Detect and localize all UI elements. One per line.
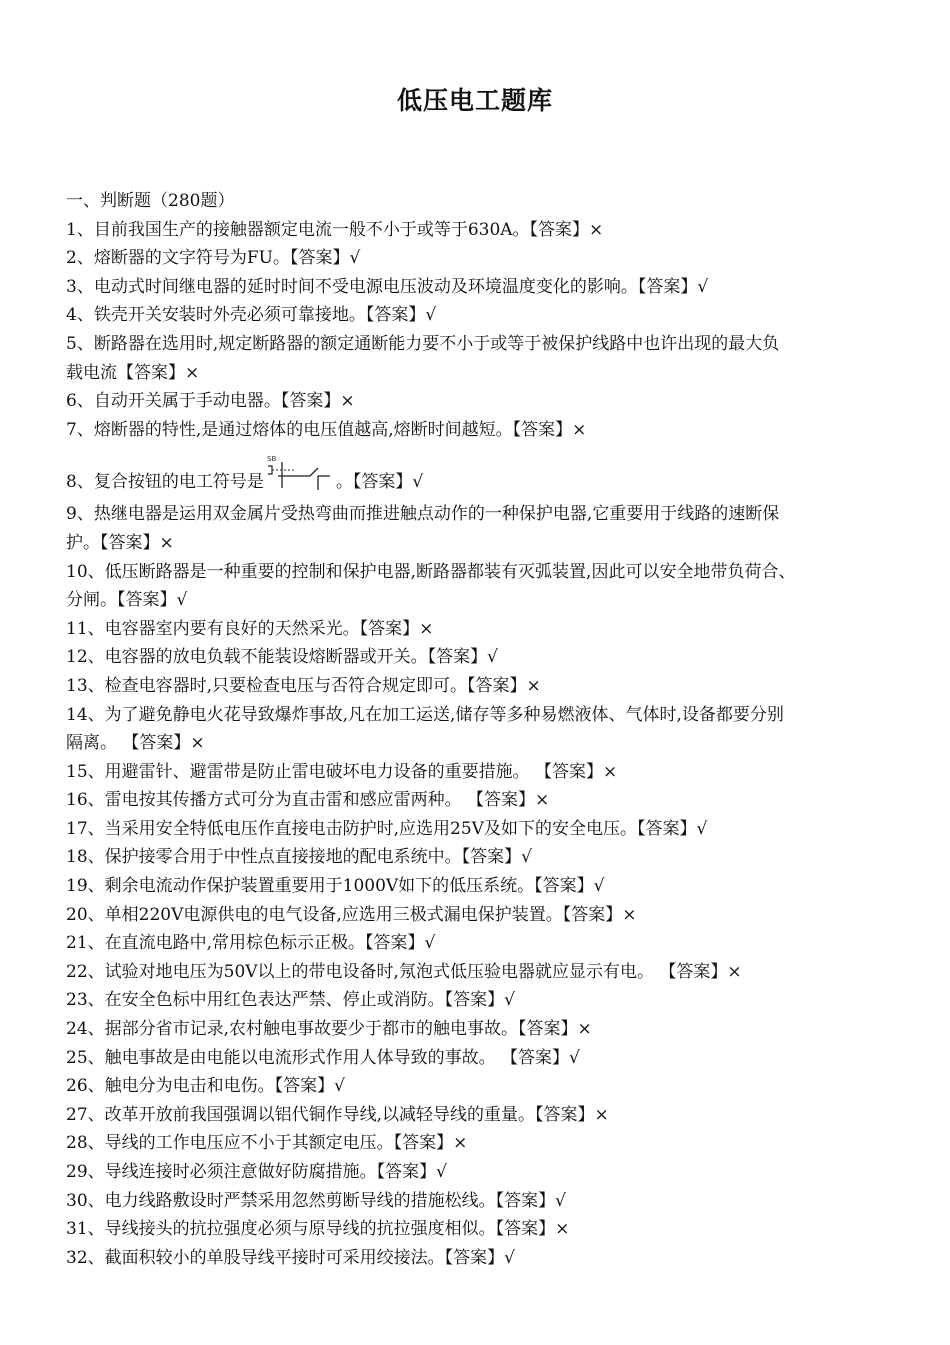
question-line: 1、目前我国生产的接触器额定电流一般不小于或等于630A。【答案】× [66,219,604,240]
question-line: 2、熔断器的文字符号为FU。【答案】√ [66,248,361,269]
question-line: 11、电容器室内要有良好的天然采光。【答案】× [66,618,434,639]
question-line: 24、据部分省市记录,农村触电事故要少于都市的触电事故。【答案】× [66,1019,592,1040]
question-line: 9、热继电器是运用双金属片受热弯曲而推进触点动作的一种保护电器,它重要用于线路的速断保 [66,504,780,525]
document-title: 低压电工题库 [396,86,553,115]
question-line: 隔离。 【答案】× [66,733,205,754]
question-line: 12、电容器的放电负载不能装设熔断器或开关。【答案】√ [66,647,498,668]
question-line: 护。【答案】× [66,532,174,553]
question-line: 25、触电事故是由电能以电流形式作用人体导致的事故。 【答案】√ [66,1047,580,1068]
question-line: 22、试验对地电压为50V以上的带电设备时,氖泡式低压验电器就应显示有电。 【答案】× [66,961,742,982]
question-line: 31、导线接头的抗拉强度必须与原导线的抗拉强度相似。【答案】× [66,1219,570,1240]
question-line: 4、铁壳开关安装时外壳必须可靠接地。【答案】√ [66,305,437,326]
section-heading: 一、判断题（280题） [66,191,235,211]
question-list [66,187,896,1272]
question-line: 21、在直流电路中,常用棕色标示正极。【答案】√ [66,933,436,954]
question-8-answer: 。【答案】√ [335,472,424,493]
compound-button-symbol-icon [266,452,332,492]
question-line: 3、电动式时间继电器的延时时间不受电源电压波动及环境温度变化的影响。【答案】√ [66,276,709,297]
symbol-label: SB [266,455,277,464]
question-line: 13、检查电容器时,只要检查电压与否符合规定即可。【答案】× [66,675,541,696]
question-line: 17、当采用安全特低电压作直接电击防护时,应选用25V及如下的安全电压。【答案】√ [66,818,708,839]
question-line: 10、低压断路器是一种重要的控制和保护电器,断路器都装有灭弧装置,因此可以安全地带负荷合、 [66,561,796,582]
question-line: 23、在安全色标中用红色表达严禁、停止或消防。【答案】√ [66,990,515,1011]
question-line: 30、电力线路敷设时严禁采用忽然剪断导线的措施松线。【答案】√ [66,1190,566,1211]
question-8-text: 8、复合按钮的电工符号是 [66,472,264,493]
question-line: 19、剩余电流动作保护装置重要用于1000V如下的低压系统。【答案】√ [66,876,605,897]
question-line: 20、单相220V电源供电的电气设备,应选用三极式漏电保护装置。【答案】× [66,904,637,925]
question-line: 18、保护接零合用于中性点直接接地的配电系统中。【答案】√ [66,847,532,868]
question-line: 5、断路器在选用时,规定断路器的额定通断能力要不小于或等于被保护线路中也许出现的最大负 [66,333,780,354]
question-line: 7、熔断器的特性,是通过熔体的电压值越高,熔断时间越短。【答案】× [66,419,587,440]
question-line: 32、截面积较小的单股导线平接时可采用绞接法。【答案】√ [66,1247,515,1268]
question-line: 27、改革开放前我国强调以铝代铜作导线,以减轻导线的重量。【答案】× [66,1104,609,1125]
question-line: 14、为了避免静电火花导致爆炸事故,凡在加工运送,储存等多种易燃液体、气体时,设备都要分别 [66,704,784,725]
question-line: 26、触电分为电击和电伤。【答案】√ [66,1076,345,1097]
question-line: 28、导线的工作电压应不小于其额定电压。【答案】× [66,1133,468,1154]
question-line: 16、雷电按其传播方式可分为直击雷和感应雷两种。 【答案】× [66,790,550,811]
question-line: 载电流【答案】× [66,362,200,383]
question-line: 6、自动开关属于手动电器。【答案】× [66,391,355,412]
question-line-with-symbol [66,444,896,500]
question-line: 15、用避雷针、避雷带是防止雷电破坏电力设备的重要措施。 【答案】× [66,761,618,782]
question-line: 29、导线连接时必须注意做好防腐措施。【答案】√ [66,1162,447,1182]
question-line: 分闸。【答案】√ [66,590,188,611]
